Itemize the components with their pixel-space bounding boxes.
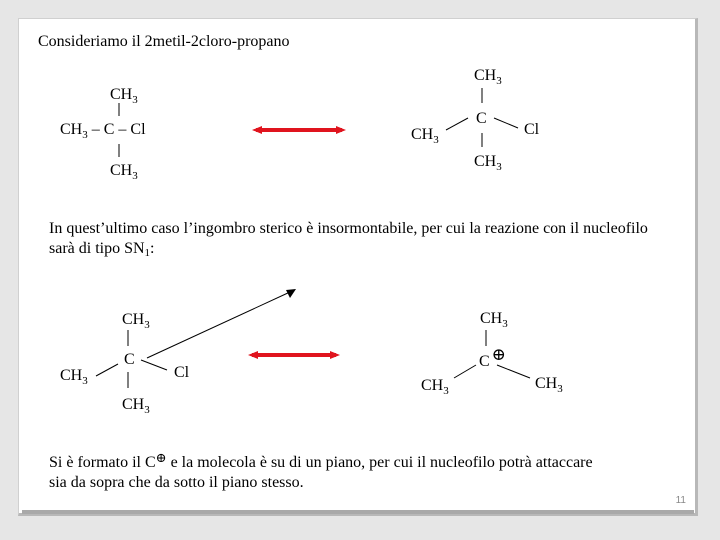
arrow-head-icon: [330, 351, 340, 359]
mol4-carbon: C ⊕: [479, 345, 506, 370]
arrow-head-icon: [252, 126, 262, 134]
mol3-methyl-top: $CH_3$: [122, 311, 150, 331]
leaving-arrow: [147, 292, 290, 358]
mol2-carbon: C: [476, 110, 487, 127]
arrow-head-icon: [336, 126, 346, 134]
bond-line: [494, 118, 518, 128]
plus-charge-icon: ⊕: [155, 450, 167, 465]
arrow-head-icon: [248, 351, 258, 359]
mol1-methyl-bottom: $CH_3$: [110, 162, 138, 182]
paragraph-carbocation: Si è formato il C⊕ e la molecola è su di un piano, per cui il nucleofilo potrà attaccare sia da sopra che da sotto il piano stesso.: [49, 450, 593, 491]
mol2-methyl-top: $CH_3$: [474, 67, 502, 87]
slide-title: Consideriamo il 2metil-2cloro-propano: [38, 33, 290, 50]
mol1-main-chain: $CH_3$ – C – Cl: [60, 121, 146, 141]
bond-line: [454, 365, 476, 378]
paragraph-sn1: In quest’ultimo caso l’ingombro sterico è insormontabile, per cui la reazione con il nucleofilo sarà di tipo $SN_1$:: [49, 220, 648, 259]
bond-line: [96, 364, 118, 376]
bond-line: [446, 118, 468, 130]
mol4-methyl-right: $CH_3$: [535, 375, 563, 395]
plus-charge-icon: ⊕: [491, 345, 506, 364]
mol4-methyl-left: $CH_3$: [421, 377, 449, 397]
mol2-chlorine: Cl: [524, 121, 540, 138]
bond-line: [141, 360, 167, 370]
mol2-methyl-left: $CH_3$: [411, 126, 439, 146]
mol3-methyl-left: $CH_3$: [60, 367, 88, 387]
mol2-methyl-bottom: $CH_3$: [474, 153, 502, 173]
page-number: 11: [675, 495, 686, 506]
mol3-carbon: C: [124, 351, 135, 368]
mol4-methyl-top: $CH_3$: [480, 310, 508, 330]
mol3-methyl-bottom: $CH_3$: [122, 396, 150, 416]
mol3-chlorine: Cl: [174, 364, 190, 381]
mol1-methyl-top: $CH_3$: [110, 86, 138, 106]
